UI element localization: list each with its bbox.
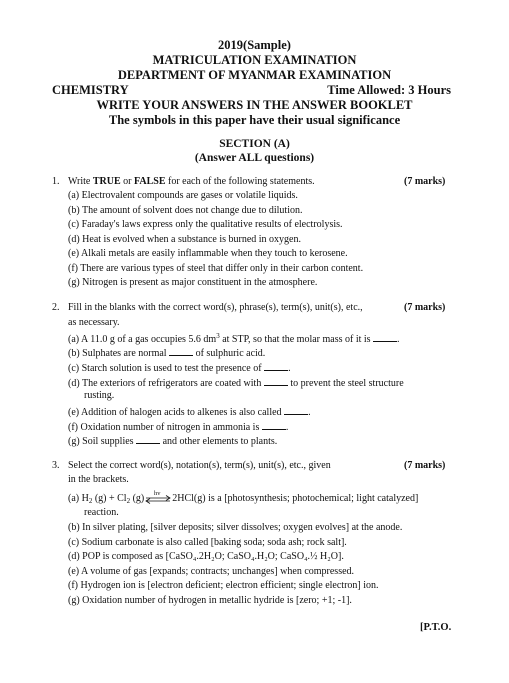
q3-item-g: (g) Oxidation number of hydrogen in metallic hydride is [zero; +1; -1]. xyxy=(68,595,352,606)
q2-item-b: (b) Sulphates are normal of sulphuric acid. xyxy=(68,348,266,359)
q1-statement-f: (f) There are various types of steel that differ only in their carbon content. xyxy=(68,263,364,274)
department-title: DEPARTMENT OF MYANMAR EXAMINATION xyxy=(117,68,392,82)
blank xyxy=(262,420,286,430)
q1-statement-e: (e) Alkali metals are easily inflammable when they touch to kerosene. xyxy=(68,248,348,259)
reversible-arrow-icon xyxy=(144,489,172,504)
question-number-3: 3. xyxy=(52,460,60,471)
q3-item-a-cont: reaction. xyxy=(84,507,119,518)
q3-item-f: (f) Hydrogen ion is [electron deficient; electron efficient; single electron] ion. xyxy=(68,580,379,591)
blank xyxy=(136,434,160,444)
question-1-prompt: Write TRUE or FALSE for each of the following statements. xyxy=(68,176,315,187)
blank xyxy=(284,405,308,415)
question-3-prompt-cont: in the brackets. xyxy=(68,474,129,485)
q2-item-g: (g) Soil supplies and other elements to plants. xyxy=(68,436,278,447)
q3-item-c: (c) Sodium carbonate is also called [baking soda; soda ash; rock salt]. xyxy=(68,537,347,548)
question-2-marks: (7 marks) xyxy=(404,302,446,313)
q1-statement-a: (a) Electrovalent compounds are gases or volatile liquids. xyxy=(68,190,298,201)
instruction-symbols: The symbols in this paper have their usual significance xyxy=(108,113,401,127)
time-allowed: Time Allowed: 3 Hours xyxy=(327,83,451,97)
q1-statement-g: (g) Nitrogen is present as major constituent in the atmosphere. xyxy=(68,277,318,288)
q2-item-d-cont: rusting. xyxy=(84,390,115,401)
blank xyxy=(169,346,193,356)
q2-item-a: (a) A 11.0 g of a gas occupies 5.6 $dm^3$ at STP, so that the molar mass of it is . xyxy=(68,332,400,345)
hv-label: hv xyxy=(154,489,161,497)
q2-item-c: (c) Starch solution is used to test the presence of . xyxy=(68,363,291,374)
question-3-prompt: Select the correct word(s), notation(s), term(s), unit(s), etc., given xyxy=(68,460,331,471)
blank xyxy=(264,376,288,386)
blank xyxy=(264,361,288,371)
q1-statement-b: (b) The amount of solvent does not change due to dilution. xyxy=(68,205,303,216)
question-number-1: 1. xyxy=(52,176,60,187)
q3-item-d: (d) POP is composed as [CaSO₄.2H₂O; CaSO₄.H₂O; CaSO₄.½ H₂O]. xyxy=(68,551,344,562)
q1-statement-d: (d) Heat is evolved when a substance is burned in oxygen. xyxy=(68,234,301,245)
question-number-2: 2. xyxy=(52,302,60,313)
question-1-marks: (7 marks) xyxy=(404,176,446,187)
q2-item-f: (f) Oxidation number of nitrogen in ammonia is . xyxy=(68,422,289,433)
section-subtitle: (Answer ALL questions) xyxy=(194,152,315,164)
exam-year: 2019(Sample) xyxy=(218,38,291,52)
exam-title: MATRICULATION EXAMINATION xyxy=(152,53,357,67)
question-3-marks: (7 marks) xyxy=(404,460,446,471)
q3-item-b: (b) In silver plating, [silver deposits; silver dissolves; oxygen evolves] at the anode. xyxy=(68,522,403,533)
q3-item-e: (e) A volume of gas [expands; contracts; unchanges] when compressed. xyxy=(68,566,355,577)
question-2-prompt: Fill in the blanks with the correct word(s), phrase(s), term(s), unit(s), etc., xyxy=(68,302,363,313)
q2-item-d: (d) The exteriors of refrigerators are coated with to prevent the steel structure xyxy=(68,378,404,389)
q1-statement-c: (c) Faraday's laws express only the qualitative results of electrolysis. xyxy=(68,219,343,230)
question-2-prompt-cont: as necessary. xyxy=(68,317,120,328)
q2-item-e: (e) Addition of halogen acids to alkenes is also called . xyxy=(68,407,311,418)
please-turn-over: [P.T.O. xyxy=(420,622,452,633)
q3-item-a: (a) $H_2$ $(g) + Cl_2$ (g) hv 2HCl(g) is a [photosynthesis; photochemical; light catalyzed] xyxy=(68,489,419,505)
subject-label: CHEMISTRY xyxy=(52,83,129,97)
section-title: SECTION (A) xyxy=(219,138,290,150)
blank xyxy=(373,332,397,342)
instruction-answer-booklet: WRITE YOUR ANSWERS IN THE ANSWER BOOKLET xyxy=(96,98,413,112)
